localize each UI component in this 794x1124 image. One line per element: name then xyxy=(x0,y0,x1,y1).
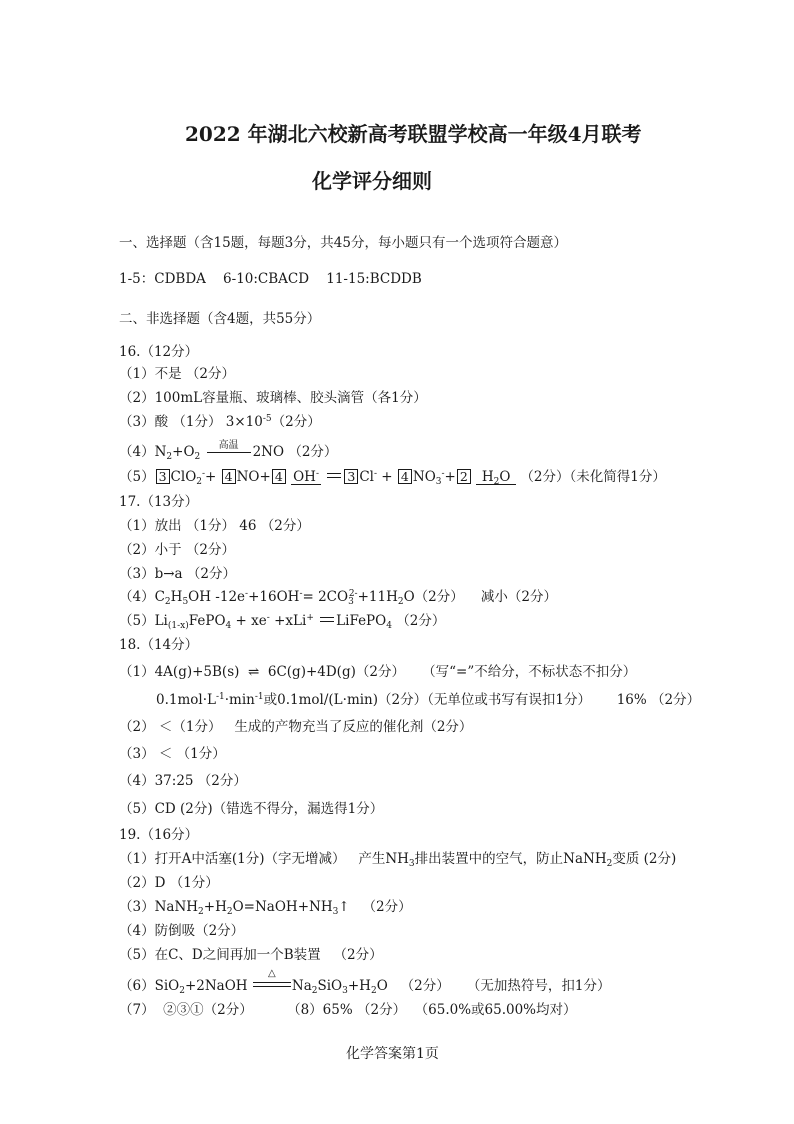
reaction-condition-arrow xyxy=(207,442,251,458)
q16-line-1: （1）不是 （2分） xyxy=(119,366,235,382)
q18-line-1: （1）4A(g)+5B(s) ⇌ 6C(g)+4D(g)（2分） （写“=”不给分，不标状态不扣分） xyxy=(119,664,637,680)
heat-equals-sign xyxy=(253,968,291,990)
q17-line-5: $(5)Li_{(1-x)}FePO_4 + xe^- +xLi^+$ LiFePO$_4$ （2分） xyxy=(119,613,446,631)
q19-line-1: （1）打开A中活塞(1分)（字无增减） 产生$NH_3$排出装置中的空气，防止NaNH$_2$变质 (2分) xyxy=(119,851,677,869)
q19-line-6: （6）SiO$_2$+2NaOH △ $Na_2SiO_3+H_2O$ （2分） （无加热符号，扣1分） xyxy=(119,968,611,996)
q16-l3-score: （2分） xyxy=(271,414,321,430)
section2-heading: 二、非选择题（含4题，共55分） xyxy=(119,311,321,327)
q16-l5-post: （2分）（未化简得1分） xyxy=(520,469,666,485)
q17-heading: 17.（13分） xyxy=(119,494,199,510)
species-1-sup: - xyxy=(202,469,206,479)
species-4-sup: - xyxy=(373,469,378,479)
q16-line-3 xyxy=(119,410,321,430)
q19-line-5: （5）在C、D之间再加一个B装置 （2分） xyxy=(119,947,383,963)
q19-heading: 19.（16分） xyxy=(119,827,199,843)
coef-box-5: 4 xyxy=(398,469,412,484)
page-footer: 化学答案第1页 xyxy=(346,1046,439,1062)
species-5: NO xyxy=(412,469,436,485)
q16-heading: 16.（12分） xyxy=(119,344,199,360)
q18-line-4: （3） ＜ （1分） xyxy=(119,746,226,762)
coef-box-6: 2 xyxy=(457,469,471,484)
q18-heading: 18.（14分） xyxy=(119,637,199,653)
section1-heading: 一、选择题（含15题，每题3分，共45分，每小题只有一个选项符合题意） xyxy=(119,235,567,251)
q16-l4-sub2: 2 xyxy=(194,452,201,462)
plus-1: + xyxy=(205,469,221,485)
document-title: 2022 年湖北六校新高考联盟学校高一年级4月联考 xyxy=(185,122,642,146)
q18-line-3: （2） ＜（1分） 生成的产物充当了反应的催化剂（2分） xyxy=(119,719,473,735)
q16-l4-sub1: 2 xyxy=(166,452,173,462)
q19-line-7: （7） ②③①（2分） （8）65% （2分） （65.0%或65.00%均对） xyxy=(119,1002,577,1018)
species-2: NO+ xyxy=(236,469,271,485)
q18-line-2: $0.1mol\cdot L^{-1}\cdot\min^{-1}$或0.1mol/(L·min)（2分）（无单位或书写有误扣1分） 16% （2分） xyxy=(156,692,701,708)
coef-box-1: 3 xyxy=(156,469,170,484)
q16-l4-b: +O xyxy=(172,444,195,460)
q16-l4-a: （4）N xyxy=(119,444,167,460)
q17-line-2: （2）小于 （2分） xyxy=(119,542,235,558)
plus-2: + xyxy=(377,469,397,485)
q17-line-3: （3）b→a （2分） xyxy=(119,566,236,582)
section1-answers: 1-5：CDBDA 6-10:CBACD 11-15:BCDDB xyxy=(119,271,422,287)
species-6-blank: $H_2O$ xyxy=(476,470,516,485)
q16-l5-pre: （5） xyxy=(119,469,155,485)
coef-box-2: 4 xyxy=(222,469,236,484)
coef-box-3: 4 xyxy=(272,469,286,484)
q18-line-5: （4）37:25 （2分） xyxy=(119,773,247,789)
q19-line-3: $(3)NaNH_2+H_2O=NaOH+NH_3↑$ （2分） xyxy=(119,899,412,917)
species-5-sup: - xyxy=(441,469,445,479)
heat-icon: △ xyxy=(268,968,276,979)
species-5-sub: 3 xyxy=(435,477,442,487)
species-4: Cl xyxy=(359,469,374,485)
q16-l4-c: 2NO （2分） xyxy=(252,444,338,460)
q16-line-5 xyxy=(119,465,666,485)
species-1-sub: 2 xyxy=(196,477,202,487)
q16-line-2: （2）100mL容量瓶、玻璃棒、胶头滴管（各1分） xyxy=(119,390,427,406)
plus-3: + xyxy=(444,469,456,485)
document-subtitle: 化学评分细则 xyxy=(312,169,432,193)
species-3-blank: OH- xyxy=(291,470,321,485)
coef-box-4: 3 xyxy=(344,469,358,484)
equals-sign xyxy=(327,472,341,480)
q19-line-2: （2）D （1分） xyxy=(119,875,219,891)
equals-sign-2 xyxy=(320,616,334,624)
q16-l3-text: （3）酸 （1分） 3×10 xyxy=(119,414,263,430)
q17-line-4: $(4)C_2H_5OH$ $-12e^-+16OH^-= 2CO_3^{2-}+11H_2O(2$分） 减小（2分） xyxy=(119,589,558,607)
species-1: ClO xyxy=(170,469,197,485)
condition-high-temp: 高温 xyxy=(218,440,239,451)
q16-l3-exp: -5 xyxy=(262,414,272,424)
q19-line-4: （4）防倒吸（2分） xyxy=(119,923,245,939)
q17-line-1: （1）放出 （1分） 46 （2分） xyxy=(119,518,310,534)
q16-line-4 xyxy=(119,440,337,460)
q18-line-6: （5）CD (2分)（错选不得分，漏选得1分） xyxy=(119,801,384,817)
